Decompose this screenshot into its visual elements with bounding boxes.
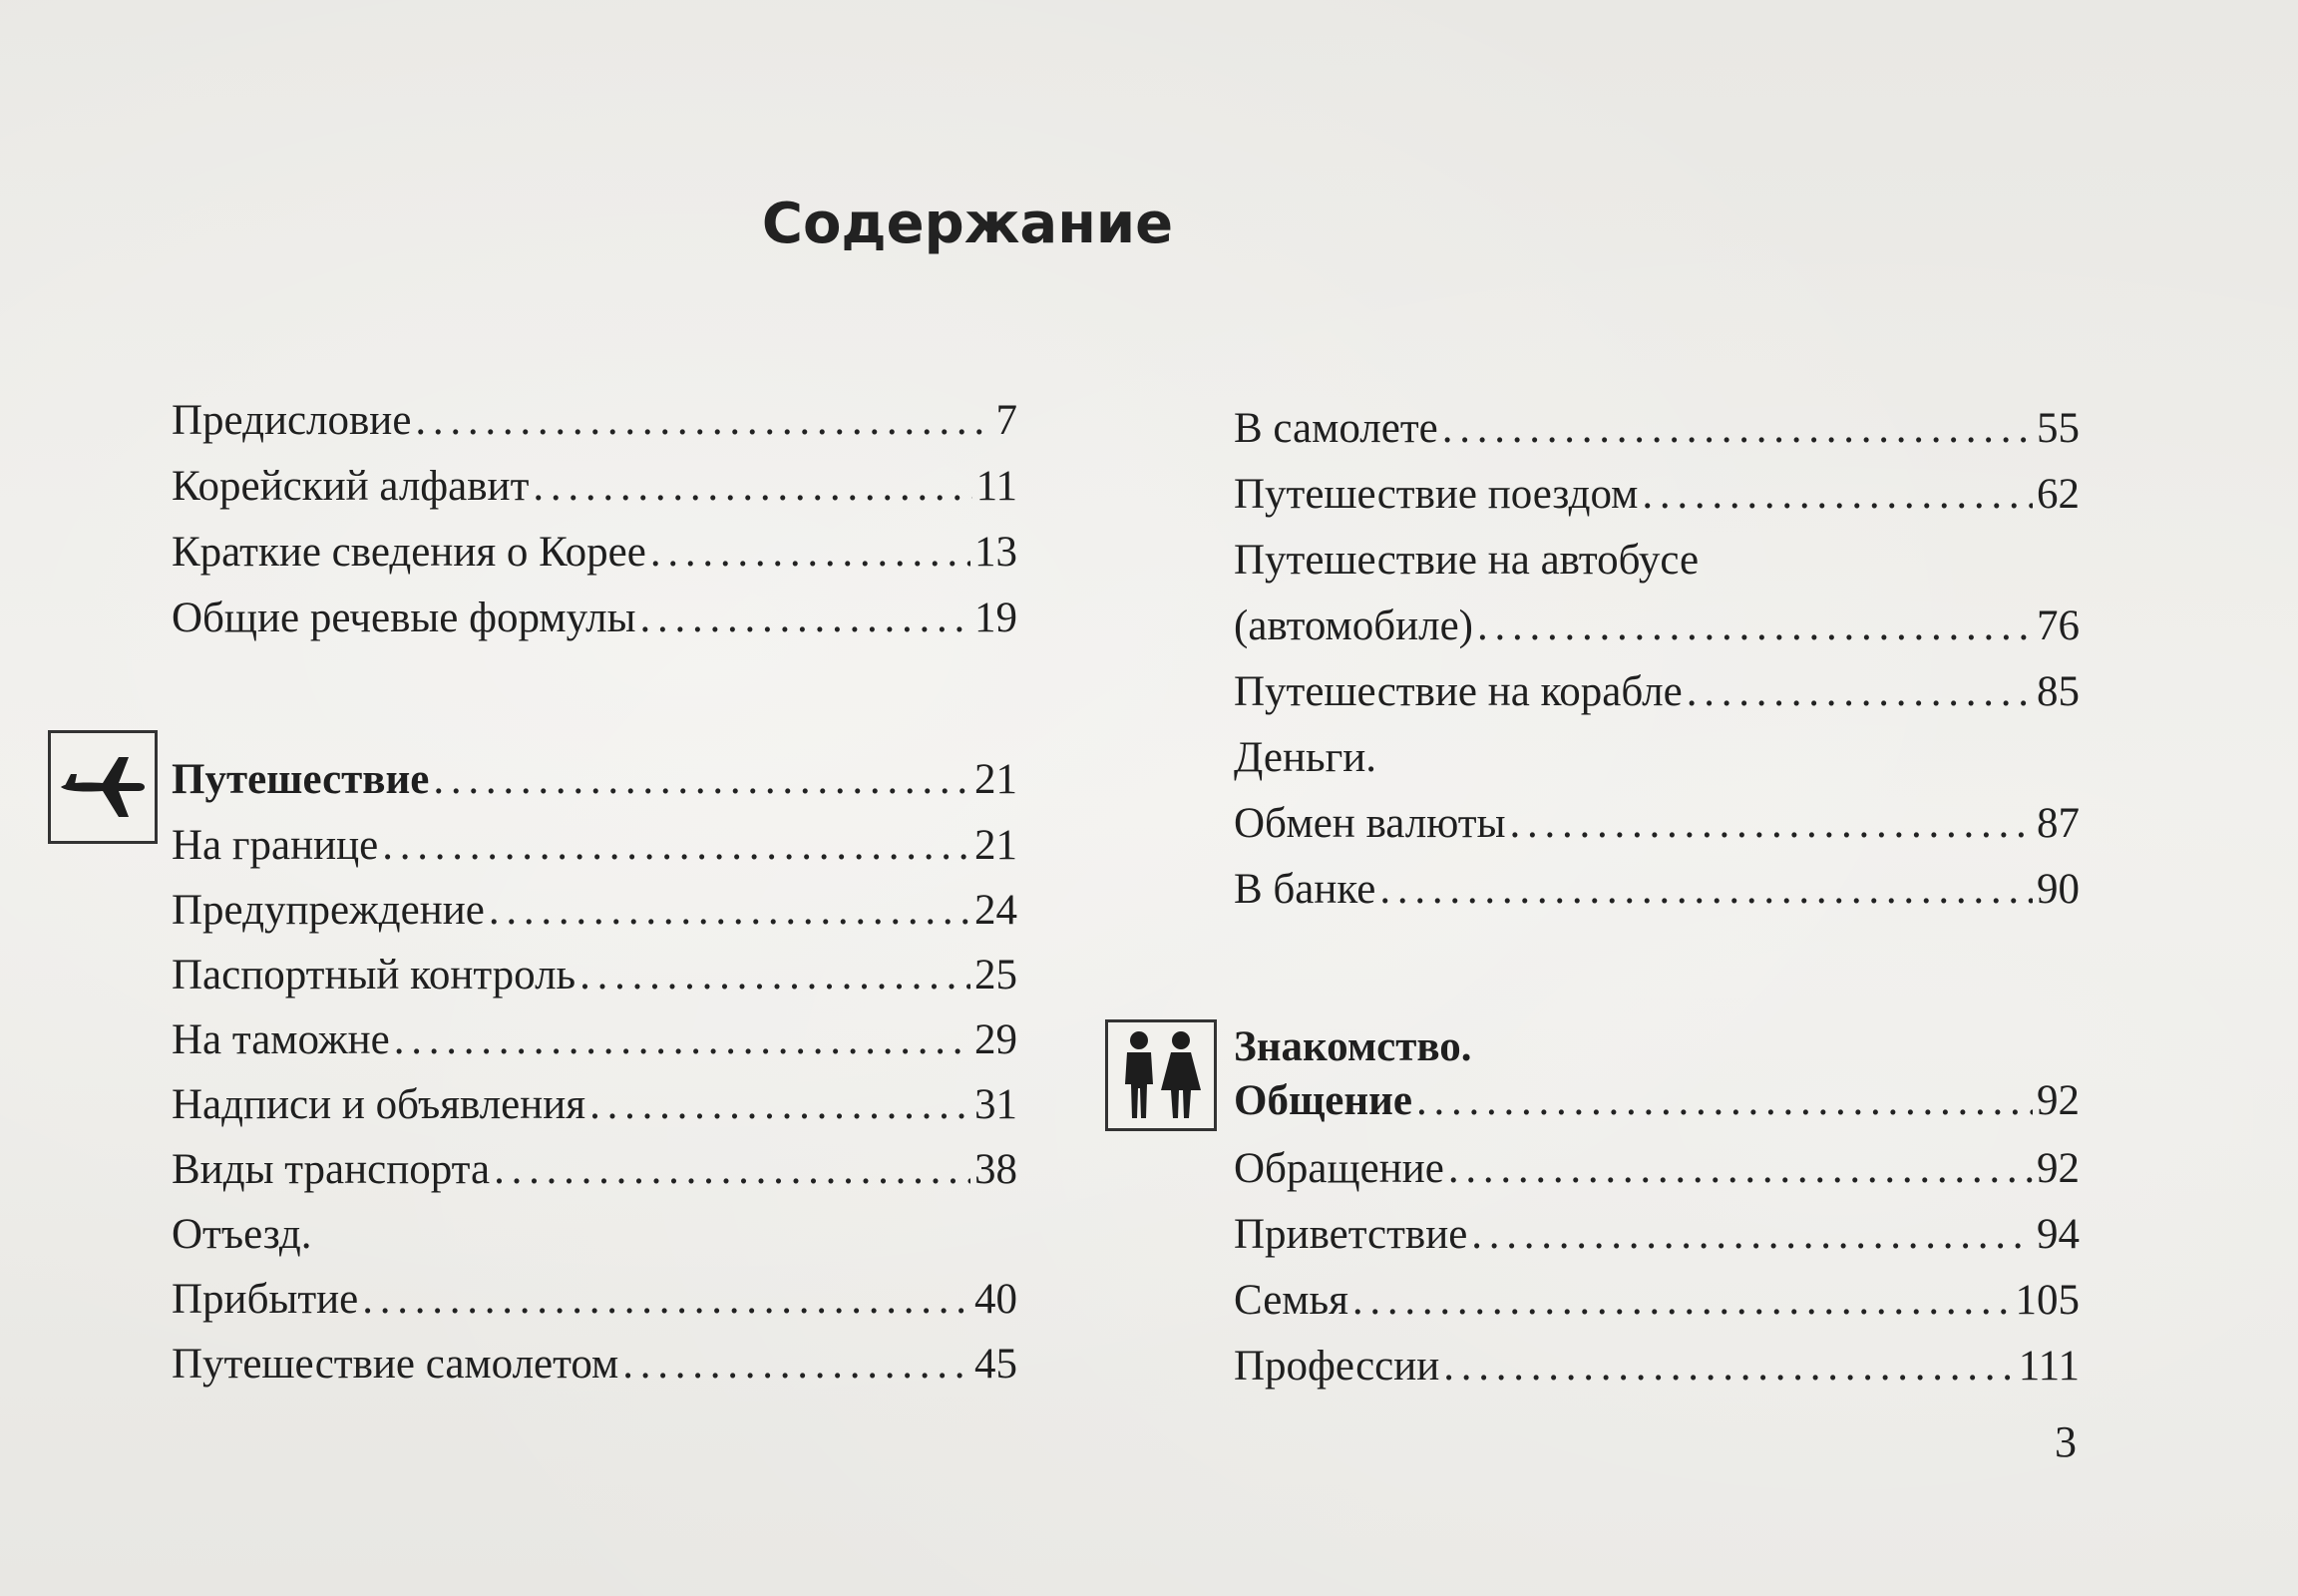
toc-entry[interactable] — [172, 1339, 1017, 1391]
toc-entry-label: В банке — [1234, 866, 1376, 913]
dot-leader — [1352, 1275, 2012, 1327]
toc-entry-label: Путешествие поездом — [1234, 471, 1639, 518]
toc-entry-label: В самолете — [1234, 405, 1438, 452]
dot-leader — [579, 950, 970, 1001]
toc-entry-label: Путешествие на корабле — [1234, 668, 1683, 715]
toc-entry-label: Общение — [1234, 1077, 1412, 1124]
toc-entry-page: 29 — [974, 1016, 1017, 1063]
toc-entry[interactable] — [1234, 1209, 2080, 1261]
toc-entry-page: 92 — [2037, 1145, 2080, 1192]
toc-entry-page: 21 — [974, 756, 1017, 803]
toc-entry-label: Профессии — [1234, 1343, 1440, 1390]
dot-leader — [362, 1274, 970, 1326]
toc-entry[interactable] — [1234, 1143, 2080, 1195]
toc-entry-page: 21 — [974, 822, 1017, 869]
toc-section-heading-acquaintance[interactable]: Знакомство. — [1234, 1023, 1472, 1070]
dot-leader — [415, 395, 991, 447]
people-icon-glyph — [1115, 1028, 1207, 1122]
dot-leader — [1443, 1341, 2014, 1393]
toc-entry-page: 111 — [2018, 1343, 2080, 1390]
toc-entry[interactable] — [172, 1079, 1017, 1131]
toc-entry-page: 55 — [2037, 405, 2080, 452]
toc-entry-page: 92 — [2037, 1077, 2080, 1124]
toc-section-heading-communication[interactable] — [1234, 1075, 2080, 1127]
toc-entry-label: На границе — [172, 822, 379, 869]
toc-entry[interactable] — [172, 1274, 1017, 1326]
toc-entry-label: Надписи и объявления — [172, 1081, 586, 1128]
toc-entry-page: 40 — [974, 1276, 1017, 1323]
dot-leader — [622, 1339, 970, 1391]
toc-entry-page: 19 — [974, 595, 1017, 641]
toc-entry-page: 105 — [2015, 1277, 2080, 1324]
toc-entry-label[interactable]: Путешествие на автобусе — [1234, 537, 1700, 584]
toc-entry[interactable] — [172, 527, 1017, 579]
toc-entry[interactable] — [1234, 1341, 2080, 1393]
toc-entry-page: 24 — [974, 887, 1017, 934]
toc-entry[interactable] — [172, 1144, 1017, 1196]
toc-subsection-label: Отъезд. — [172, 1211, 312, 1258]
dot-leader — [1642, 469, 2033, 521]
toc-entry[interactable] — [1234, 864, 2080, 916]
toc-subsection-label: Деньги. — [1234, 734, 1376, 781]
dot-leader — [1448, 1143, 2033, 1195]
people-icon — [1105, 1019, 1217, 1131]
toc-entry-page: 11 — [975, 463, 1017, 510]
dot-leader — [533, 461, 971, 513]
toc-entry-label: Краткие сведения о Корее — [172, 529, 646, 576]
toc-entry-page: 85 — [2037, 668, 2080, 715]
toc-entry-label: Обращение — [1234, 1145, 1444, 1192]
toc-entry[interactable] — [172, 395, 1017, 447]
dot-leader — [1442, 403, 2033, 455]
toc-entry-page: 25 — [974, 952, 1017, 998]
airplane-icon — [48, 730, 158, 844]
dot-leader — [1509, 798, 2033, 850]
dot-leader — [640, 593, 970, 644]
page-number: 3 — [2055, 1417, 2077, 1466]
toc-entry-page: 45 — [974, 1341, 1017, 1388]
toc-entry[interactable] — [172, 950, 1017, 1001]
dot-leader — [433, 754, 970, 806]
toc-entry-label: Предупреждение — [172, 887, 485, 934]
toc-entry[interactable] — [1234, 469, 2080, 521]
toc-entry-page: 94 — [2037, 1211, 2080, 1258]
toc-entry-page: 38 — [974, 1146, 1017, 1193]
toc-entry[interactable] — [1234, 403, 2080, 455]
toc-entry[interactable] — [172, 885, 1017, 937]
dot-leader — [1379, 864, 2033, 916]
toc-entry-page: 31 — [974, 1081, 1017, 1128]
dot-leader — [394, 1014, 970, 1066]
page-title: Содержание — [761, 192, 1174, 256]
toc-entry-page: 62 — [2037, 471, 2080, 518]
toc-entry-label: Семья — [1234, 1277, 1348, 1324]
toc-section-heading-travel[interactable] — [172, 754, 1017, 806]
toc-entry-label: (автомобиле) — [1234, 602, 1474, 649]
toc-entry[interactable] — [1234, 1275, 2080, 1327]
dot-leader — [494, 1144, 970, 1196]
dot-leader — [382, 820, 970, 872]
dot-leader — [1687, 666, 2033, 718]
toc-entry[interactable] — [1234, 798, 2080, 850]
toc-entry[interactable] — [1234, 600, 2080, 652]
toc-entry[interactable] — [1234, 666, 2080, 718]
toc-entry-label: На таможне — [172, 1016, 390, 1063]
toc-entry-label: Путешествие самолетом — [172, 1341, 619, 1388]
toc-entry-page: 76 — [2037, 602, 2080, 649]
toc-entry-label: Прибытие — [172, 1276, 359, 1323]
toc-entry-label: Паспортный контроль — [172, 952, 576, 998]
dot-leader — [489, 885, 970, 937]
dot-leader — [1471, 1209, 2033, 1261]
airplane-icon-glyph — [57, 754, 149, 820]
toc-entry-label: Общие речевые формулы — [172, 595, 636, 641]
toc-entry-label: Корейский алфавит — [172, 463, 530, 510]
toc-entry-page: 90 — [2037, 866, 2080, 913]
toc-entry-label: Приветствие — [1234, 1211, 1468, 1258]
toc-entry-label: Путешествие — [172, 756, 430, 803]
dot-leader — [1416, 1075, 2033, 1127]
toc-entry-page: 7 — [995, 397, 1017, 444]
toc-entry[interactable] — [172, 1014, 1017, 1066]
toc-entry[interactable] — [172, 461, 1017, 513]
dot-leader — [1477, 600, 2033, 652]
toc-entry-label: Предисловие — [172, 397, 412, 444]
dot-leader — [589, 1079, 970, 1131]
toc-entry-label: Виды транспорта — [172, 1146, 491, 1193]
toc-entry[interactable] — [172, 593, 1017, 644]
toc-entry-page: 87 — [2037, 800, 2080, 847]
toc-entry-label: Обмен валюты — [1234, 800, 1506, 847]
dot-leader — [650, 527, 970, 579]
toc-entry[interactable] — [172, 820, 1017, 872]
toc-entry-page: 13 — [974, 529, 1017, 576]
